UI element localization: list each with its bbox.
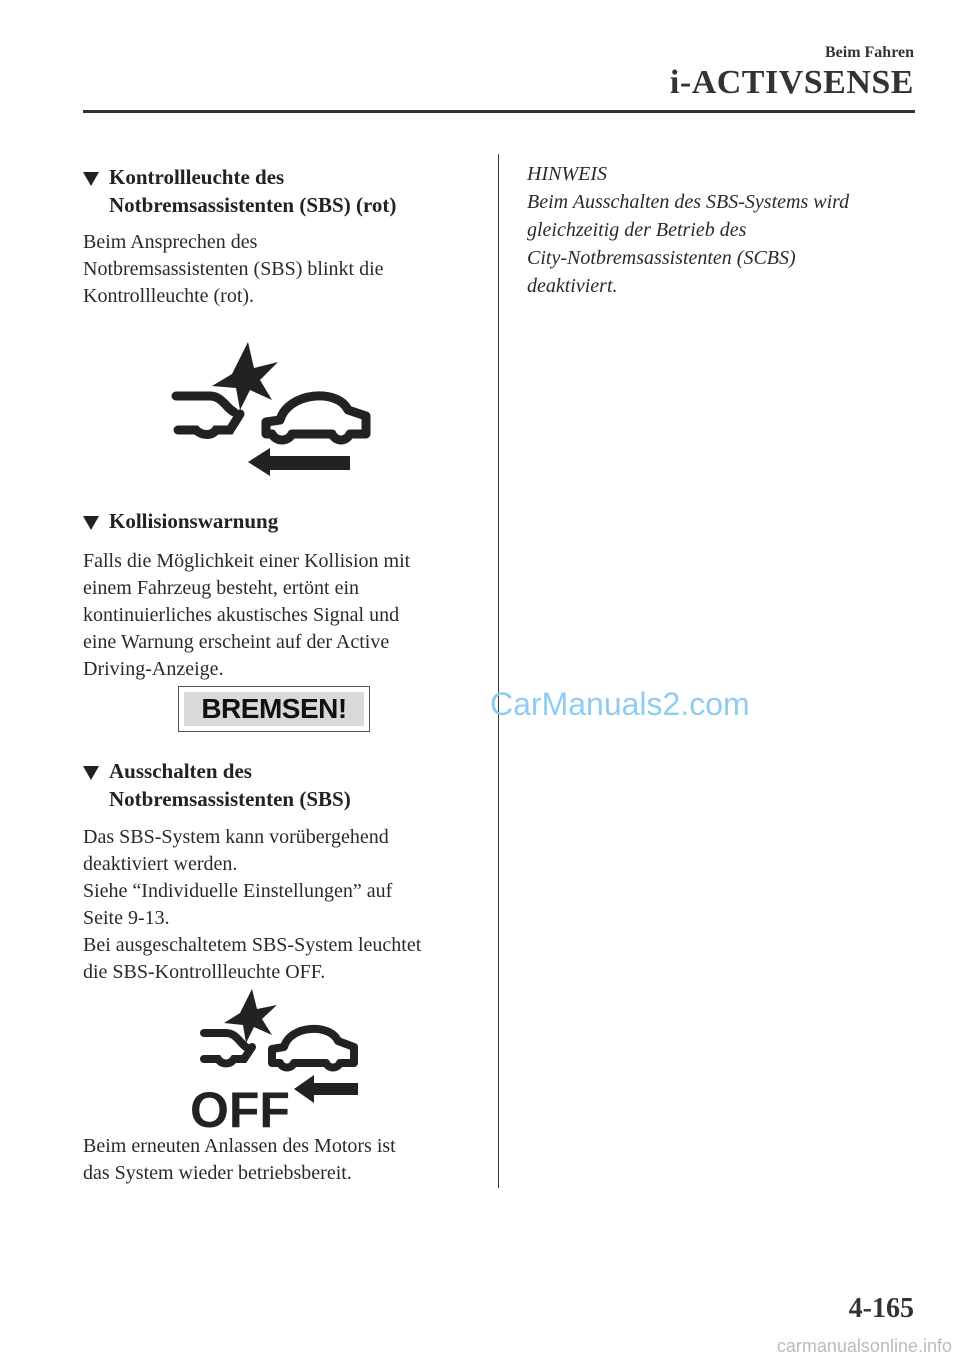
bremsen-display: [178, 686, 370, 732]
paragraph-sbs-deactivation: [83, 824, 421, 986]
sbs-off-icon: [190, 985, 370, 1130]
paragraph-collision-warning: [83, 548, 410, 683]
heading-collision-warning: [83, 507, 483, 535]
section-label: Beim Fahren: [824, 44, 914, 61]
triangle-bullet-icon: [83, 766, 99, 780]
text-line: Notbremsassistenten (SBS) blinkt die: [83, 258, 384, 280]
note-line: gleichzeitig der Betrieb des: [527, 219, 747, 241]
header-divider: [83, 110, 915, 113]
text-line: Beim erneuten Anlassen des Motors ist: [83, 1135, 396, 1157]
text-line: die SBS-Kontrollleuchte OFF.: [83, 961, 326, 983]
paragraph-restart: [83, 1133, 396, 1187]
sbs-collision-warning-icon: [160, 330, 375, 485]
heading-line: Kontrollleuchte des: [109, 165, 285, 189]
text-line: Siehe “Individuelle Einstellungen” auf: [83, 880, 393, 902]
text-line: Bei ausgeschaltetem SBS-System leuchtet: [83, 934, 422, 956]
note-line: City-Notbremsassistenten (SCBS): [527, 247, 796, 269]
text-line: kontinuierliches akustisches Signal und: [83, 604, 400, 626]
column-divider: [498, 154, 499, 1188]
bremsen-display-text: BREMSEN!: [184, 692, 364, 726]
text-line: Das SBS-System kann vorübergehend: [83, 826, 389, 848]
note-line: deaktiviert.: [527, 275, 618, 297]
heading-line: Ausschalten des: [109, 759, 252, 783]
heading-sbs-deactivation: [83, 757, 483, 813]
text-line: einem Fahrzeug besteht, ertönt ein: [83, 577, 360, 599]
paragraph-sbs-warning: [83, 229, 384, 310]
text-line: deaktiviert werden.: [83, 853, 238, 875]
triangle-bullet-icon: [83, 516, 99, 530]
text-line: eine Warnung erscheint auf der Active: [83, 631, 390, 653]
text-line: Beim Ansprechen des: [83, 231, 258, 253]
footer-url: carmanualsonline.info: [776, 1336, 952, 1356]
triangle-bullet-icon: [83, 172, 99, 186]
text-line: das System wieder betriebsbereit.: [83, 1162, 352, 1184]
heading-line: Notbremsassistenten (SBS): [109, 787, 351, 811]
heading-line: Kollisionswarnung: [109, 509, 279, 533]
off-label: OFF: [190, 1082, 290, 1130]
text-line: Seite 9-13.: [83, 907, 170, 929]
text-line: Falls die Möglichkeit einer Kollision mit: [83, 550, 411, 572]
note-title: HINWEIS: [527, 163, 607, 185]
heading-sbs-warning-light: [83, 163, 483, 219]
text-line: Driving-Anzeige.: [83, 658, 224, 680]
page-number: 4-165: [848, 1293, 914, 1324]
watermark: CarManuals2.com: [490, 686, 750, 722]
note-line: Beim Ausschalten des SBS-Systems wird: [527, 191, 850, 213]
text-line: Kontrollleuchte (rot).: [83, 285, 255, 307]
page-title: i-ACTIVSENSE: [669, 64, 914, 101]
note-box: [527, 160, 849, 300]
heading-line: Notbremsassistenten (SBS) (rot): [109, 193, 397, 217]
